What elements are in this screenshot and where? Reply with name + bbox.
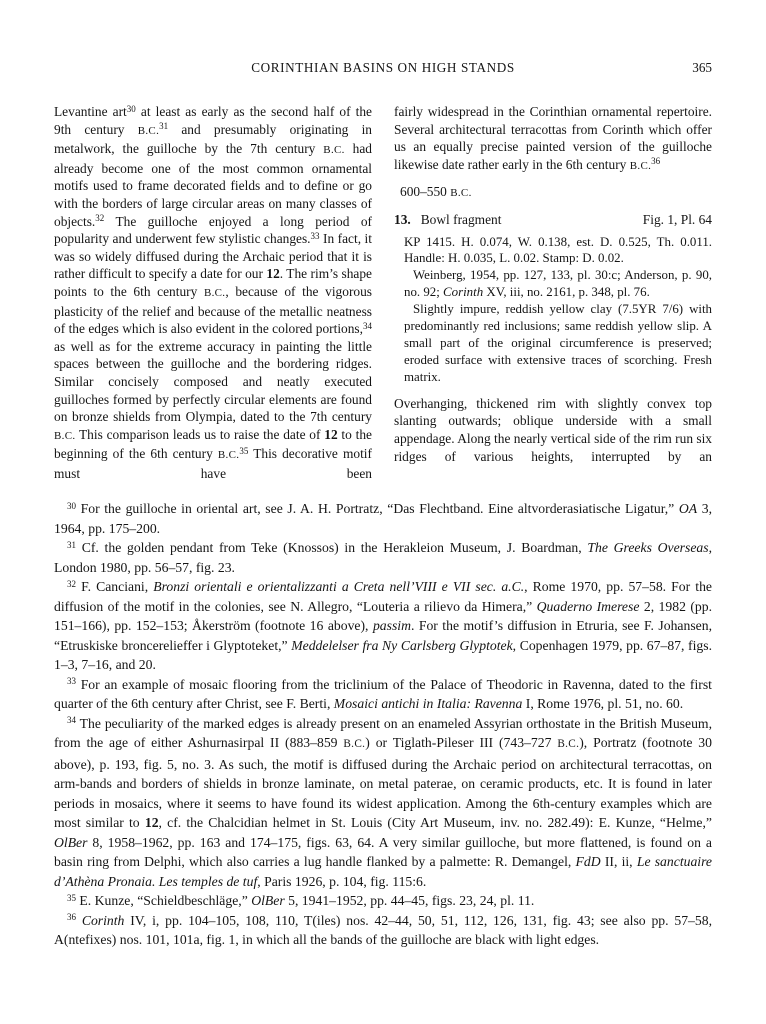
catalog-entry-figure-ref: Fig. 1, Pl. 64: [642, 211, 712, 227]
catalog-entry-condition: Slightly impure, reddish yellow clay (7.5YR 7/6) with predominantly red inclusions; same reddish yellow slip. A small part of the original circumference is preserved; eroded surface with extensive traces of scorching. Fresh matrix.: [404, 302, 712, 384]
left-column: [54, 103, 372, 482]
footnote: $^{34}$ The peculiarity of the marked edges is already present on an enameled Assyrian orthostate in the British Museum, from the age of either Ashurnasirpal II (883–859 B.C.) or Tiglath-Pileser III (743–727 B.C.), Portratz (footnote 30 above), p. 193, fig. 5, no. 3. As such, the motif is diffused during the Archaic period on architectural terracottas, on arm-bands and borders of shields in bronze laminate, on metal paterae, on ceramic products, etc. It is found in later periods in mosaics, where it seems to have found its widest application. Among the 6th-century examples which are most similar to 12, cf. the Chalcidian helmet in St. Louis (City Art Museum, inv. no. 282.49): E. Kunze, “Helme,” OlBer 8, 1958–1962, pp. 163 and 174–175, figs. 63, 64. A very similar guilloche, but more flattened, is found on a basin ring from Delphi, which also carries a lug handle flanked by a palmette: R. Demangel, FdD II, ii, Le sanctuaire d’Athèna Pronaia. Les temples de tuf, Paris 1926, p. 104, fig. 115:6.: [54, 715, 712, 889]
right-column: [394, 103, 712, 482]
catalog-entry-dimensions: KP 1415. H. 0.074, W. 0.138, est. D. 0.525, Th. 0.011. Handle: H. 0.035, L. 0.02. Stamp: D. 0.02.: [404, 234, 712, 266]
footnote-list: [54, 499, 712, 950]
body-paragraph: fairly widespread in the Corinthian ornamental repertoire. Several architectural terracottas from Corinth which offer us an equally precise painted version of the guilloche likewise date rather early in the 6th century B.C.$^{36}$: [394, 104, 712, 172]
body-paragraph: Overhanging, thickened rim with slightly convex top slanting outwards; oblique underside with a small appendage. Along the nearly vertical side of the rim run six ridges of various heights, interrupted by an: [394, 395, 712, 464]
text-columns: [54, 103, 712, 482]
footnote: $^{33}$ For an example of mosaic flooring from the triclinium of the Palace of Theodoric in Ravenna, dated to the first quarter of the 6th century after Christ, see F. Berti, Mosaici antichi in Italia: Ravenna I, Rome 1976, pl. 51, no. 60.: [54, 676, 712, 712]
page-number: 365: [692, 60, 712, 75]
page-header: [54, 60, 712, 77]
footnote: $^{31}$ Cf. the golden pendant from Teke (Knossos) in the Herakleion Museum, J. Boardman, The Greeks Overseas, London 1980, pp. 56–57, fig. 23.: [54, 539, 712, 575]
catalog-entry-title: Bowl fragment: [420, 211, 502, 227]
catalog-entry-body: [394, 234, 712, 386]
footnote: $^{36}$ Corinth IV, i, pp. 104–105, 108, 110, T(iles) nos. 42–44, 50, 51, 112, 126, 131, fig. 43; see also pp. 57–58, A(ntefixes) nos. 101, 101a, fig. 1, in which all the bands of the guilloche are black with light edges.: [54, 912, 713, 948]
catalog-entry-header: [394, 211, 712, 229]
footnote: $^{30}$ For the guilloche in oriental art, see J. A. H. Portratz, “Das Flechtband. Eine altvorderasiatische Ligatur,” OA 3, 1964, pp. 175–200.: [54, 500, 713, 536]
footnote: $^{32}$ F. Canciani, Bronzi orientali e orientalizzanti a Creta nell’VIII e VII sec. a.C., Rome 1970, pp. 57–58. For the diffusion of the motif in the colonies, see N. Allegro, “Louteria a rilievo da Himera,” Quaderno Imerese 2, 1982 (pp. 151–166), pp. 152–153; Åkerström (footnote 16 above), passim. For the motif’s diffusion in Etruria, see F. Johansen, “Etruskiske broncerelieffer i Glyptoteket,” Meddelelser fra Ny Carlsberg Glyptotek, Copenhagen 1979, pp. 67–87, figs. 1–3, 7–16, and 20.: [54, 578, 712, 673]
date-heading: 600–550 B.C.: [400, 184, 472, 200]
footnote: $^{35}$ E. Kunze, “Schieldbeschläge,” OlBer 5, 1941–1952, pp. 44–45, figs. 23, 24, pl. 11.: [67, 892, 535, 909]
catalog-entry-number: 13.: [394, 211, 411, 227]
body-paragraph: Levantine art$^{30}$ at least as early as the second half of the 9th century B.C.$^{31}$ and presumably originating in metalwork, the guilloche by the 7th century B.C. had already become one of the most common ornamental motifs used to frame decorated fields and to define or go with the borders of large circular areas on many classes of objects.$^{32}$ The guilloche enjoyed a long period of popularity and underwent few stylistic changes.$^{33}$ In fact, it was so widely diffused during the Archaic period that it is rather difficult to specify a date for our 12. The rim’s shape points to the 6th century B.C., because of the vigorous plasticity of the relief and because of the metallic neatness of the edges which is also evident in the colored portions,$^{34}$ as well as for the extreme accuracy in painting the little spaces between the guilloche and the bordering ridges. Similar concisely composed and neatly executed guilloches formed by perfectly circular elements are found on bronze shields from Olympia, dated to the 7th century B.C. This comparison leads us to raise the date of 12 to the beginning of the 6th century B.C.$^{35}$ This decorative motif must have been: [54, 103, 373, 481]
running-title: CORINTHIAN BASINS ON HIGH STANDS: [251, 60, 515, 75]
catalog-entry-bibliography: Weinberg, 1954, pp. 127, 133, pl. 30:c; Anderson, p. 90, no. 92; Corinth XV, iii, no. 2161, p. 348, pl. 76.: [404, 268, 712, 300]
